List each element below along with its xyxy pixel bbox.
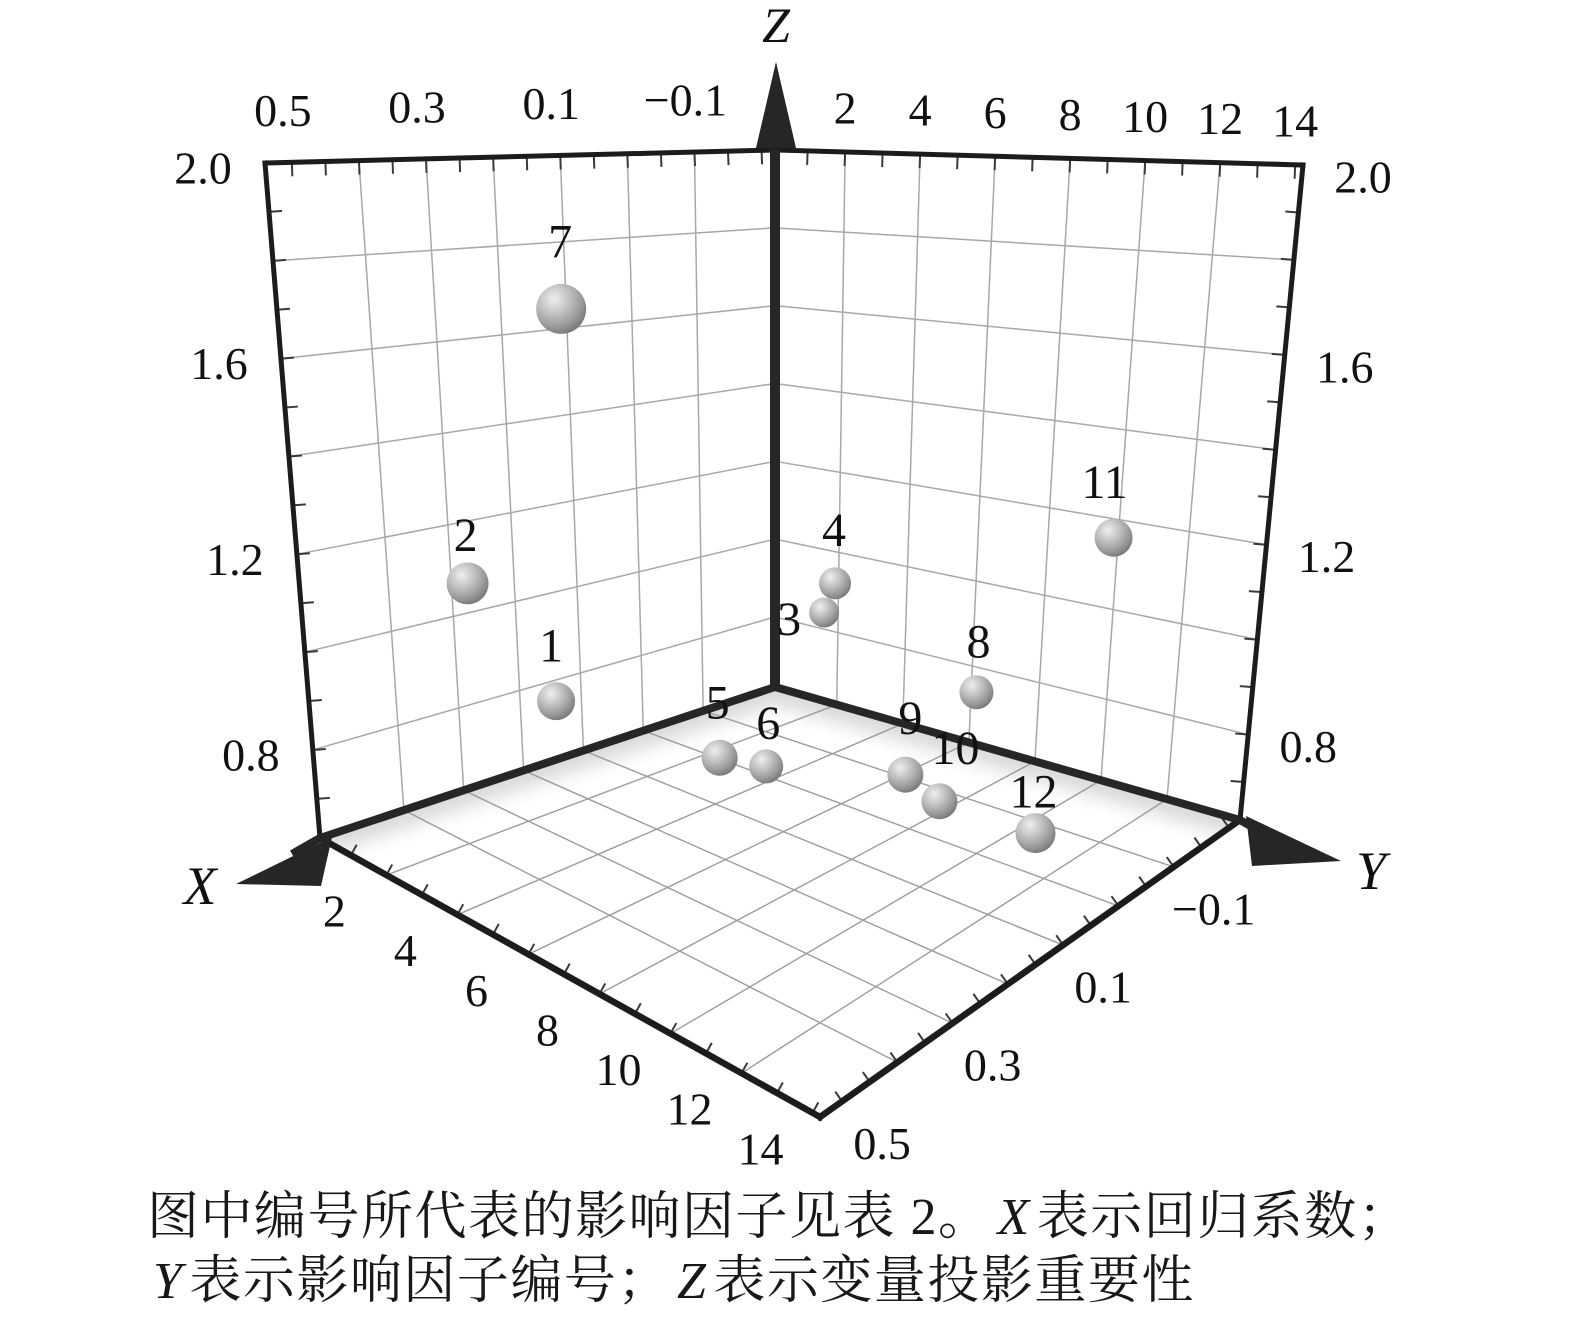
point-number-label: 4 — [822, 503, 847, 557]
caption-axis-variable: Z — [676, 1253, 708, 1310]
x-tick-label-floor: 0.3 — [963, 1039, 1022, 1091]
point-number-label: 6 — [756, 696, 781, 750]
z-tick-label-right: 2.0 — [1334, 151, 1392, 203]
y-tick-label-floor: 2 — [322, 885, 346, 937]
figure-caption — [147, 1186, 1547, 1314]
x-tick-label-top: −0.1 — [643, 74, 728, 126]
data-point-sphere — [921, 783, 957, 819]
z-axis-letter: Z — [762, 0, 790, 53]
x-tick-label-top: 0.1 — [522, 77, 581, 129]
data-point-sphere — [536, 284, 586, 334]
z-tick-label-right: 1.6 — [1315, 341, 1374, 393]
y-tick-label-floor: 10 — [595, 1044, 642, 1096]
caption-line — [147, 1250, 1547, 1314]
data-point-sphere — [819, 567, 851, 599]
data-point-sphere — [537, 682, 575, 720]
x-tick-label-top: 0.5 — [254, 84, 312, 136]
z-tick-label-right: 0.8 — [1279, 721, 1337, 773]
y-tick-label-top: 4 — [908, 84, 932, 136]
caption-axis-variable: Y — [153, 1253, 184, 1310]
y-tick-label-floor: 6 — [464, 964, 488, 1016]
y-tick-label-top: 12 — [1197, 93, 1244, 145]
z-tick-label-right: 1.2 — [1297, 531, 1356, 583]
caption-text: 表示影响因子编号； — [189, 1253, 671, 1310]
y-tick-label-floor: 12 — [666, 1083, 713, 1135]
x-tick-label-top: 0.3 — [388, 81, 446, 133]
y-tick-label-top: 10 — [1122, 91, 1169, 143]
z-tick-label-left: 1.2 — [206, 533, 264, 585]
data-point-sphere — [1016, 813, 1056, 853]
point-number-label: 11 — [1081, 456, 1128, 510]
y-tick-label-top: 2 — [833, 82, 857, 134]
caption-axis-variable: X — [997, 1189, 1031, 1246]
y-tick-label-floor: 8 — [535, 1004, 559, 1056]
x-arrowhead-icon — [236, 837, 332, 886]
point-number-label: 2 — [453, 508, 478, 562]
y-tick-label-floor: 14 — [737, 1123, 784, 1175]
point-number-label: 9 — [898, 692, 923, 746]
data-point-sphere — [809, 598, 839, 628]
y-axis-letter: Y — [1355, 841, 1387, 901]
point-number-label: 7 — [548, 215, 573, 269]
y-tick-label-floor: 4 — [393, 925, 417, 977]
z-arrowhead-icon — [756, 62, 796, 148]
data-point-sphere — [749, 749, 783, 783]
data-point-sphere — [959, 675, 993, 709]
data-point-sphere — [1095, 519, 1133, 557]
data-point-sphere — [702, 740, 738, 776]
caption-text: 图中编号所代表的影响因子见表 2。 — [147, 1189, 992, 1246]
z-tick-label-left: 0.8 — [222, 729, 280, 781]
y-tick-label-top: 8 — [1058, 88, 1082, 140]
y-tick-label-top: 14 — [1272, 95, 1319, 147]
caption-line — [147, 1186, 1547, 1250]
z-tick-label-left: 2.0 — [174, 142, 232, 194]
point-number-label: 1 — [539, 619, 564, 673]
point-number-label: 5 — [705, 676, 730, 730]
z-tick-label-left: 1.6 — [190, 338, 248, 390]
x-tick-label-floor: −0.1 — [1171, 883, 1256, 935]
y-tick-label-top: 6 — [983, 86, 1007, 138]
caption-text: 表示回归系数； — [1036, 1189, 1412, 1246]
caption-text: 表示变量投影重要性 — [713, 1253, 1195, 1310]
x-axis-letter: X — [183, 856, 217, 916]
x-tick-label-floor: 0.1 — [1074, 961, 1132, 1013]
y-arrowhead-icon — [1246, 816, 1341, 866]
point-number-label: 10 — [931, 721, 980, 775]
point-number-label: 3 — [777, 593, 802, 647]
point-number-label: 12 — [1009, 765, 1058, 819]
point-number-label: 8 — [966, 615, 991, 669]
x-tick-label-floor: 0.5 — [853, 1117, 911, 1169]
data-point-sphere — [447, 562, 489, 604]
data-point-sphere — [887, 757, 923, 793]
